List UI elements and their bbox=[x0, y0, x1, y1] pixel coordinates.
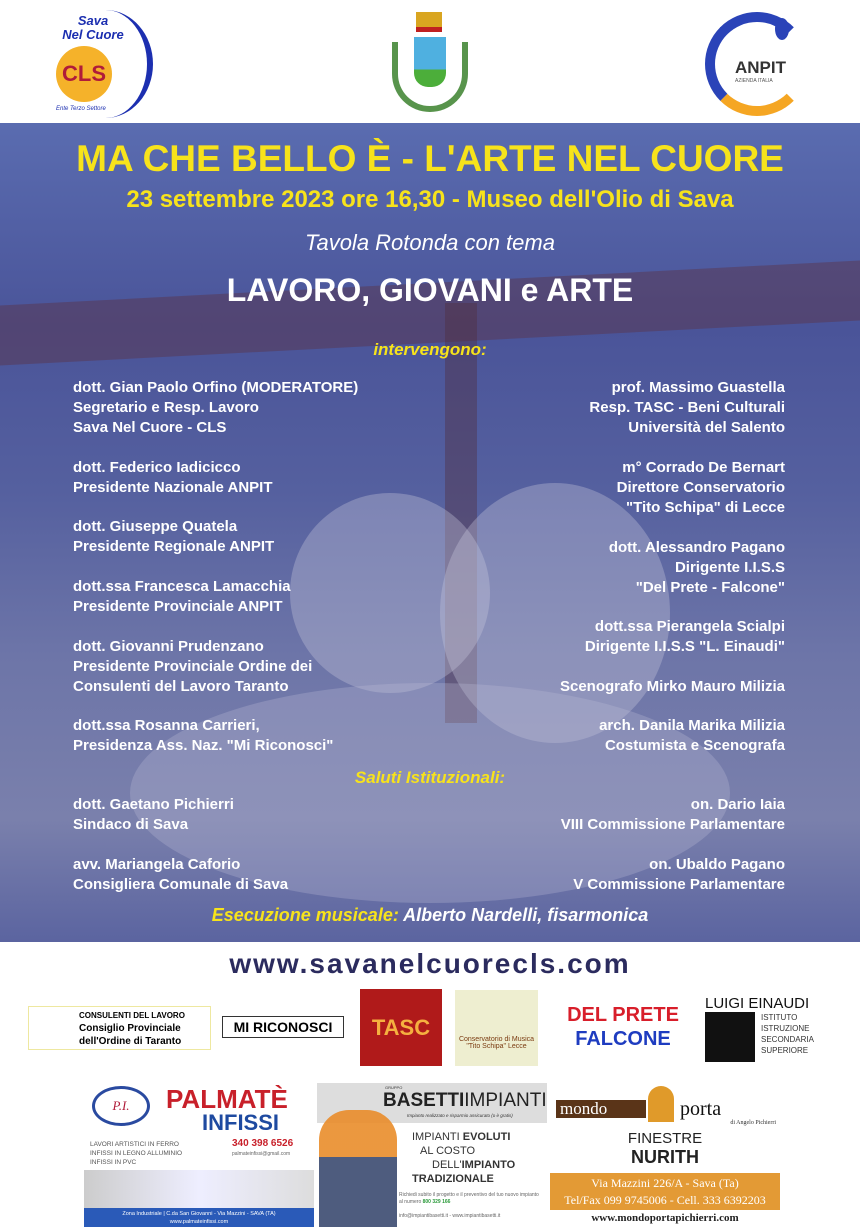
basetti-brand2: IMPIANTI bbox=[464, 1090, 547, 1111]
conservatorio-line: Conservatorio di Musica bbox=[458, 1036, 535, 1043]
speaker-role: Università del Salento bbox=[628, 419, 785, 436]
speaker-name: dott. Gian Paolo Orfino (MODERATORE) bbox=[73, 379, 359, 396]
mondoporta-line: NURITH bbox=[631, 1147, 699, 1167]
music-label: Esecuzione musicale: bbox=[211, 905, 399, 925]
speaker-role: Presidente Provinciale ANPIT bbox=[73, 598, 283, 615]
palmate-monogram: P.I. bbox=[92, 1086, 150, 1126]
basetti-line: AL COSTO bbox=[420, 1145, 476, 1157]
speaker-name: on. Dario Iaia bbox=[690, 796, 785, 813]
basetti-line: IMPIANTO bbox=[461, 1159, 516, 1171]
speaker-name: m° Corrado De Bernart bbox=[622, 459, 785, 476]
basetti-line: TRADIZIONALE bbox=[412, 1173, 494, 1185]
speaker-role: Resp. TASC - Beni Culturali bbox=[589, 399, 785, 416]
speaker-entry bbox=[573, 855, 785, 895]
speaker-role: Presidenza Ass. Naz. "Mi Riconosci" bbox=[73, 737, 334, 754]
speaker-name: dott.ssa Francesca Lamacchia bbox=[73, 578, 291, 595]
speaker-name: dott.ssa Pierangela Scialpi bbox=[594, 618, 785, 635]
del-prete-text: DEL PRETE bbox=[567, 1004, 679, 1026]
palmate-line: INFISSI IN LEGNO ALLUMINIO bbox=[90, 1150, 183, 1157]
ad-basetti-impianti bbox=[317, 1080, 547, 1227]
speaker-entry bbox=[73, 577, 291, 617]
einaudi-line: ISTRUZIONE bbox=[761, 1023, 810, 1033]
speaker-role: Presidente Provinciale Ordine dei bbox=[73, 658, 313, 675]
palmate-web: www.palmateinfissi.com bbox=[169, 1219, 229, 1225]
speaker-entry bbox=[73, 855, 288, 895]
basetti-brand: BASETTI bbox=[383, 1090, 465, 1111]
speaker-entry bbox=[73, 637, 312, 697]
einaudi-title: LUIGI EINAUDI bbox=[705, 994, 810, 1012]
speaker-name: dott. Giuseppe Quatela bbox=[73, 518, 238, 535]
basetti-cta: Richiedi subito il progetto e il preventivo del tuo nuovo impianto al numero bbox=[399, 1192, 539, 1205]
speaker-entry bbox=[73, 458, 273, 498]
conservatorio-line: "Tito Schipa" Lecce bbox=[466, 1043, 527, 1050]
palmate-line: LAVORI ARTISTICI IN FERRO bbox=[90, 1141, 179, 1148]
logo-tasc bbox=[360, 989, 442, 1066]
speaker-name: dott. Alessandro Pagano bbox=[608, 539, 785, 556]
speaker-role: "Tito Schipa" di Lecce bbox=[626, 499, 785, 516]
logo-mi-riconosci bbox=[222, 1016, 344, 1038]
event-theme: LAVORO, GIOVANI e ARTE bbox=[226, 272, 634, 308]
falcone-text: FALCONE bbox=[575, 1028, 671, 1050]
event-date-location: 23 settembre 2023 ore 16,30 - Museo dell'Olio di Sava bbox=[126, 186, 734, 213]
logo-conservatorio bbox=[455, 990, 538, 1066]
ad-palmate-infissi bbox=[84, 1080, 314, 1227]
mi-riconosci-text: MI RICONOSCI bbox=[233, 1019, 333, 1035]
speaker-entry bbox=[560, 677, 785, 697]
basetti-line: DELL' bbox=[432, 1159, 462, 1171]
website-link[interactable]: www.savanelcuorecls.com bbox=[229, 948, 631, 979]
speaker-entry bbox=[73, 795, 234, 835]
speaker-role: Presidente Nazionale ANPIT bbox=[73, 479, 273, 496]
mondoporta-line: FINESTRE bbox=[627, 1130, 703, 1147]
speaker-name: dott. Giovanni Prudenzano bbox=[73, 638, 264, 655]
palmate-sub: INFISSI bbox=[202, 1110, 280, 1135]
speaker-name: dott.ssa Rosanna Carrieri, bbox=[73, 717, 260, 734]
palmate-line: INFISSI IN PVC bbox=[90, 1159, 137, 1166]
mondoporta-web: www.mondoportapichierri.com bbox=[591, 1212, 739, 1224]
speaker-role: Dirigente I.I.S.S "L. Einaudi" bbox=[584, 638, 785, 655]
ad-mondo-porta bbox=[550, 1080, 780, 1227]
speaker-role: V Commissione Parlamentare bbox=[573, 876, 785, 893]
consulenti-line: dell'Ordine di Taranto bbox=[79, 1035, 182, 1047]
einaudi-line: SUPERIORE bbox=[761, 1045, 809, 1055]
speaker-role: "Del Prete - Falcone" bbox=[635, 579, 785, 596]
speaker-role: Dirigente I.I.S.S bbox=[674, 559, 785, 576]
speaker-role: Sava Nel Cuore - CLS bbox=[73, 419, 227, 436]
music-performance bbox=[0, 905, 860, 926]
speaker-entry bbox=[73, 517, 274, 557]
basetti-phone: 800 329 166 bbox=[422, 1199, 451, 1205]
logo-einaudi bbox=[705, 992, 830, 1064]
palmate-phone: 340 398 6526 bbox=[232, 1138, 294, 1149]
speakers-heading: intervengono: bbox=[373, 340, 487, 359]
consulenti-line: CONSULENTI DEL LAVORO bbox=[79, 1010, 185, 1020]
speaker-role: Presidente Regionale ANPIT bbox=[73, 538, 275, 555]
speaker-name: Scenografo Mirko Mauro Milizia bbox=[559, 678, 785, 695]
mondoporta-phones: Tel/Fax 099 9745006 - Cell. 333 6392203 bbox=[564, 1193, 766, 1207]
palmate-email: palmateinfissi@gmail.com bbox=[232, 1151, 291, 1157]
consulenti-line: Consiglio Provinciale bbox=[79, 1022, 181, 1034]
speaker-entry bbox=[617, 458, 785, 518]
palmate-address: Zona Industriale | C.da San Giovanni - Via Mazzini - SAVA (TA) bbox=[122, 1211, 276, 1217]
basetti-contact: info@impiantibasetti.it - www.impiantibasetti.it bbox=[399, 1213, 501, 1219]
speaker-name: dott. Federico Iadicicco bbox=[73, 459, 241, 476]
speaker-role: Costumista e Scenografa bbox=[604, 737, 785, 754]
speaker-entry bbox=[589, 378, 785, 438]
event-subtitle: Tavola Rotonda con tema bbox=[305, 230, 555, 255]
palmate-brand: PALMATÈ bbox=[166, 1084, 288, 1114]
logo-comune-sava bbox=[392, 12, 468, 114]
speaker-name: on. Ubaldo Pagano bbox=[649, 856, 785, 873]
speaker-entry bbox=[561, 795, 785, 835]
mondoporta-owner: di Angelo Pichierri bbox=[730, 1120, 776, 1126]
speaker-role: Direttore Conservatorio bbox=[616, 479, 785, 496]
greetings-heading: Saluti Istituzionali: bbox=[354, 768, 506, 787]
music-performer: Alberto Nardelli, fisarmonica bbox=[403, 905, 649, 925]
logo-consulenti-lavoro bbox=[28, 1006, 211, 1050]
event-title: MA CHE BELLO È - L'ARTE NEL CUORE bbox=[76, 138, 784, 179]
speaker-entry bbox=[73, 716, 333, 756]
speaker-role: Sindaco di Sava bbox=[73, 816, 189, 833]
speaker-name: prof. Massimo Guastella bbox=[611, 379, 785, 396]
speaker-name: dott. Gaetano Pichierri bbox=[73, 796, 234, 813]
speaker-role: Segretario e Resp. Lavoro bbox=[73, 399, 259, 416]
mondoporta-brand1: mondo bbox=[556, 1100, 646, 1118]
speaker-entry bbox=[73, 378, 358, 438]
einaudi-line: ISTITUTO bbox=[761, 1012, 798, 1022]
logo-sava-nel-cuore: Sava Nel Cuore CLS Ente Terzo Settore bbox=[48, 10, 153, 118]
mondoporta-address: Via Mazzini 226/A - Sava (Ta) bbox=[591, 1176, 739, 1190]
basetti-tagline: Impianto realizzato e risparmio assicurato (o è gratis) bbox=[407, 1113, 513, 1118]
basetti-line: IMPIANTI bbox=[412, 1131, 463, 1143]
tasc-text: TASC bbox=[371, 1014, 431, 1040]
basetti-group: GRUPPO bbox=[385, 1085, 403, 1090]
speaker-entry bbox=[609, 538, 785, 598]
speaker-entry bbox=[585, 617, 785, 657]
speaker-role: Consulenti del Lavoro Taranto bbox=[73, 678, 289, 695]
speaker-role: Consigliera Comunale di Sava bbox=[73, 876, 289, 893]
logo-anpit: ANPIT AZIENDA ITALIA bbox=[705, 12, 815, 116]
basetti-line: EVOLUTI bbox=[462, 1131, 511, 1143]
speaker-entry bbox=[599, 716, 785, 756]
speaker-name: avv. Mariangela Caforio bbox=[73, 856, 241, 873]
speaker-name: arch. Danila Marika Milizia bbox=[599, 717, 785, 734]
einaudi-line: SECONDARIA bbox=[761, 1034, 814, 1044]
speaker-role: VIII Commissione Parlamentare bbox=[560, 816, 785, 833]
mondoporta-brand2: porta bbox=[680, 1098, 722, 1120]
logo-del-prete-falcone bbox=[548, 996, 698, 1058]
